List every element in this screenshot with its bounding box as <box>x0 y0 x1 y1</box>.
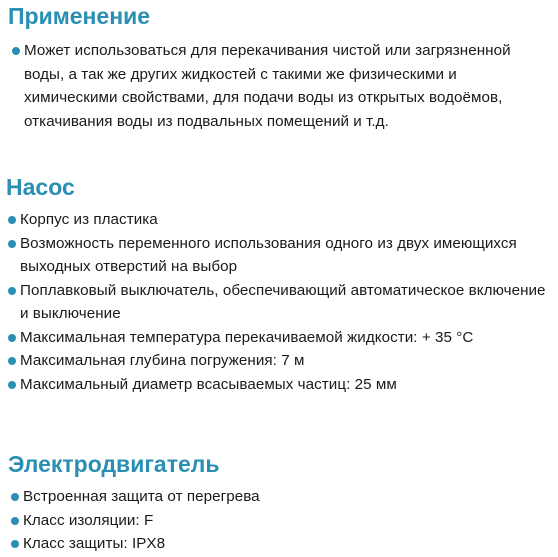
list-item <box>0 279 558 326</box>
list-item-text: Корпус из пластика <box>20 211 158 228</box>
list-item <box>0 532 558 556</box>
list-item-text: Максимальный диаметр всасываемых частиц: 25 мм <box>20 375 397 393</box>
section-title-pump: Насос <box>6 174 75 200</box>
list-item-text: Может использоваться для перекачивания чистой или загрязненной воды, а так же других жидкостей с такими же физическими и химическими свойствами, для подачи воды из открытых водоёмов, откачивания воды из подвальных помещений и т.д. <box>24 42 511 130</box>
bullet-dot-icon <box>11 540 19 548</box>
bullet-dot-icon <box>8 357 16 365</box>
list-item-text: Класс защиты: IPX8 <box>23 535 166 552</box>
list-item <box>0 485 558 509</box>
list-item-text: Максимальная температура перекачиваемой жидкости: + 35 °С <box>20 328 474 346</box>
section-application <box>0 2 558 133</box>
section-title-motor: Электродвигатель <box>8 451 220 477</box>
bullet-dot-icon <box>8 381 16 389</box>
application-list <box>0 39 558 133</box>
list-item-text: Класс изоляции: F <box>23 511 154 529</box>
list-item-text: Возможность переменного использования одного из двух имеющихся выходных отверстий на выбор <box>20 234 517 275</box>
bullet-dot-icon <box>11 517 19 525</box>
list-item-text: Поплавковый выключатель, обеспечивающий автоматическое включение и выключение <box>20 281 546 322</box>
list-item <box>0 208 558 232</box>
list-item <box>0 373 558 397</box>
bullet-dot-icon <box>8 216 16 224</box>
bullet-dot-icon <box>8 240 16 248</box>
list-item-text: Максимальная глубина погружения: 7 м <box>20 352 305 369</box>
section-motor <box>0 450 558 556</box>
pump-list <box>0 208 558 396</box>
section-pump <box>0 173 558 396</box>
list-item <box>0 39 558 133</box>
list-item <box>0 509 558 533</box>
bullet-dot-icon <box>8 334 16 342</box>
list-item <box>0 232 558 279</box>
bullet-dot-icon <box>8 287 16 295</box>
motor-list <box>0 485 558 556</box>
list-item-text: Встроенная защита от перегрева <box>23 488 260 505</box>
list-item <box>0 349 558 373</box>
bullet-dot-icon <box>12 47 20 55</box>
section-title-application: Применение <box>8 3 151 29</box>
bullet-dot-icon <box>11 493 19 501</box>
list-item <box>0 326 558 350</box>
